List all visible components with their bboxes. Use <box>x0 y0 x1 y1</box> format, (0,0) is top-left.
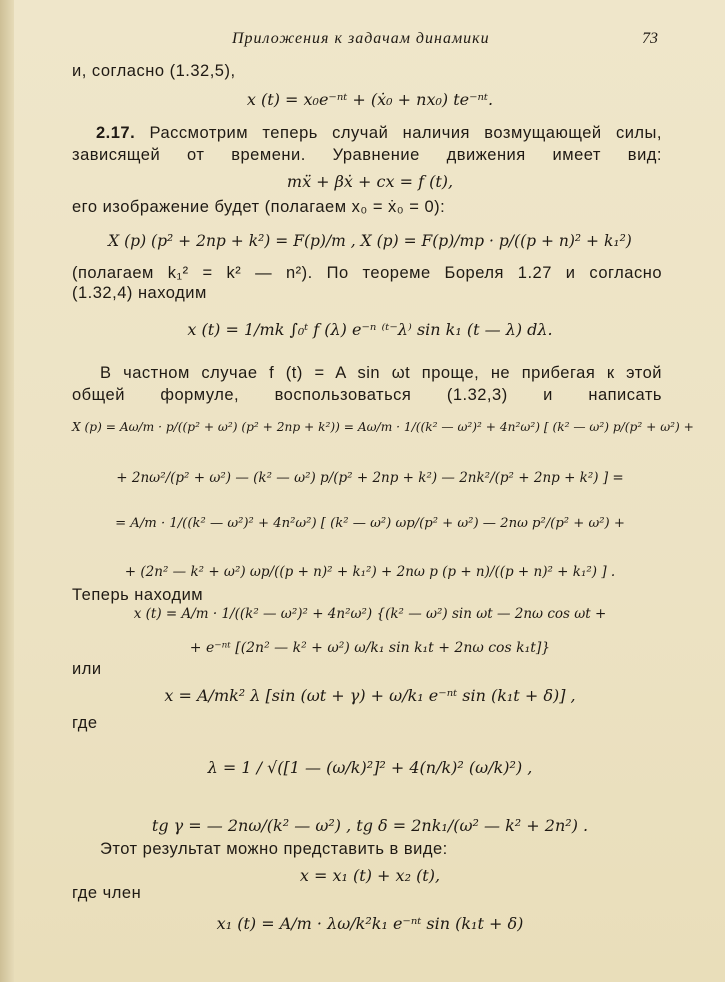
equation-2: mẍ + βẋ + cx = f (t), <box>286 172 454 191</box>
equation-3: X (p) (p² + 2np + k²) = F(p)/m , X (p) = F(p)/mp · p/((p + n)² + k₁²) <box>108 232 632 250</box>
paragraph-line <box>96 122 662 144</box>
paragraph-line: общей формуле, воспользоваться (1.32,3) и написать <box>72 386 662 404</box>
equation-5b: + 2nω²/(p² + ω²) — (k² — ω²) p/(p² + 2np + k²) — 2nk²/(p² + 2np + k²) ] = <box>116 470 624 486</box>
equation-4: x (t) = 1/mk ∫₀ᵗ f (λ) e⁻ⁿ ⁽ᵗ⁻λ⁾ sin k₁ (t — λ) dλ. <box>187 320 553 339</box>
equation-1: x (t) = x₀e⁻ⁿᵗ + (ẋ₀ + nx₀) te⁻ⁿᵗ. <box>246 90 494 109</box>
paragraph-line: где член <box>72 884 142 902</box>
running-head: Приложения к задачам динамики <box>232 30 490 47</box>
equation-7: x = A/mk² λ [sin (ωt + γ) + ω/k₁ e⁻ⁿᵗ sin (k₁t + δ)] , <box>164 686 576 705</box>
paragraph-line: где <box>72 714 98 732</box>
paragraph-line: (1.32,4) находим <box>72 284 207 302</box>
paragraph-line: и, согласно (1.32,5), <box>72 62 236 80</box>
paragraph-text: Рассмотрим теперь случай наличия возмущающей силы, <box>149 124 662 142</box>
paragraph-line: зависящей от времени. Уравнение движения имеет вид: <box>72 146 662 164</box>
equation-6a: x (t) = A/m · 1/((k² — ω²)² + 4n²ω²) {(k² — ω²) sin ωt — 2nω cos ωt + <box>133 606 607 622</box>
equation-5c: = A/m · 1/((k² — ω²)² + 4n²ω²) [ (k² — ω²) ωp/(p² + ω²) — 2nω p²/(p² + ω²) + <box>115 516 625 531</box>
paragraph-line: (полагаем k₁² = k² — n²). По теореме Бореля 1.27 и согласно <box>72 264 662 282</box>
page-spine-shadow <box>0 0 14 982</box>
section-number: 2.17. <box>96 124 136 142</box>
paragraph-line: В частном случае f (t) = A sin ωt проще, не прибегая к этой <box>100 364 662 382</box>
equation-5a: X (p) = Aω/m · p/((p² + ω²) (p² + 2np + k²)) = Aω/m · 1/((k² — ω²)² + 4n²ω²) [ (k² — ω²) p/(p² + ω²) + <box>72 420 694 434</box>
page-number: 73 <box>642 30 658 47</box>
equation-6b: + e⁻ⁿᵗ [(2n² — k² + ω²) ω/k₁ sin k₁t + 2nω cos k₁t]} <box>189 640 551 656</box>
equation-11: x₁ (t) = A/m · λω/k²k₁ e⁻ⁿᵗ sin (k₁t + δ) <box>216 914 524 933</box>
equation-10: x = x₁ (t) + x₂ (t), <box>299 866 441 885</box>
paragraph-line: Теперь находим <box>72 586 204 604</box>
equation-5d: + (2n² — k² + ω²) ωp/((p + n)² + k₁²) + 2nω p (p + n)/((p + n)² + k₁²) ] . <box>124 564 616 580</box>
page-header <box>0 30 725 52</box>
paragraph-line: его изображение будет (полагаем x₀ = ẋ₀ = 0): <box>72 198 446 216</box>
paragraph-line: или <box>72 660 102 678</box>
equation-9: tg γ = — 2nω/(k² — ω²) , tg δ = 2nk₁/(ω² — k² + 2n²) . <box>151 816 589 835</box>
paragraph-line: Этот результат можно представить в виде: <box>100 840 448 858</box>
equation-8: λ = 1 / √([1 — (ω/k)²]² + 4(n/k)² (ω/k)²) , <box>207 758 533 777</box>
